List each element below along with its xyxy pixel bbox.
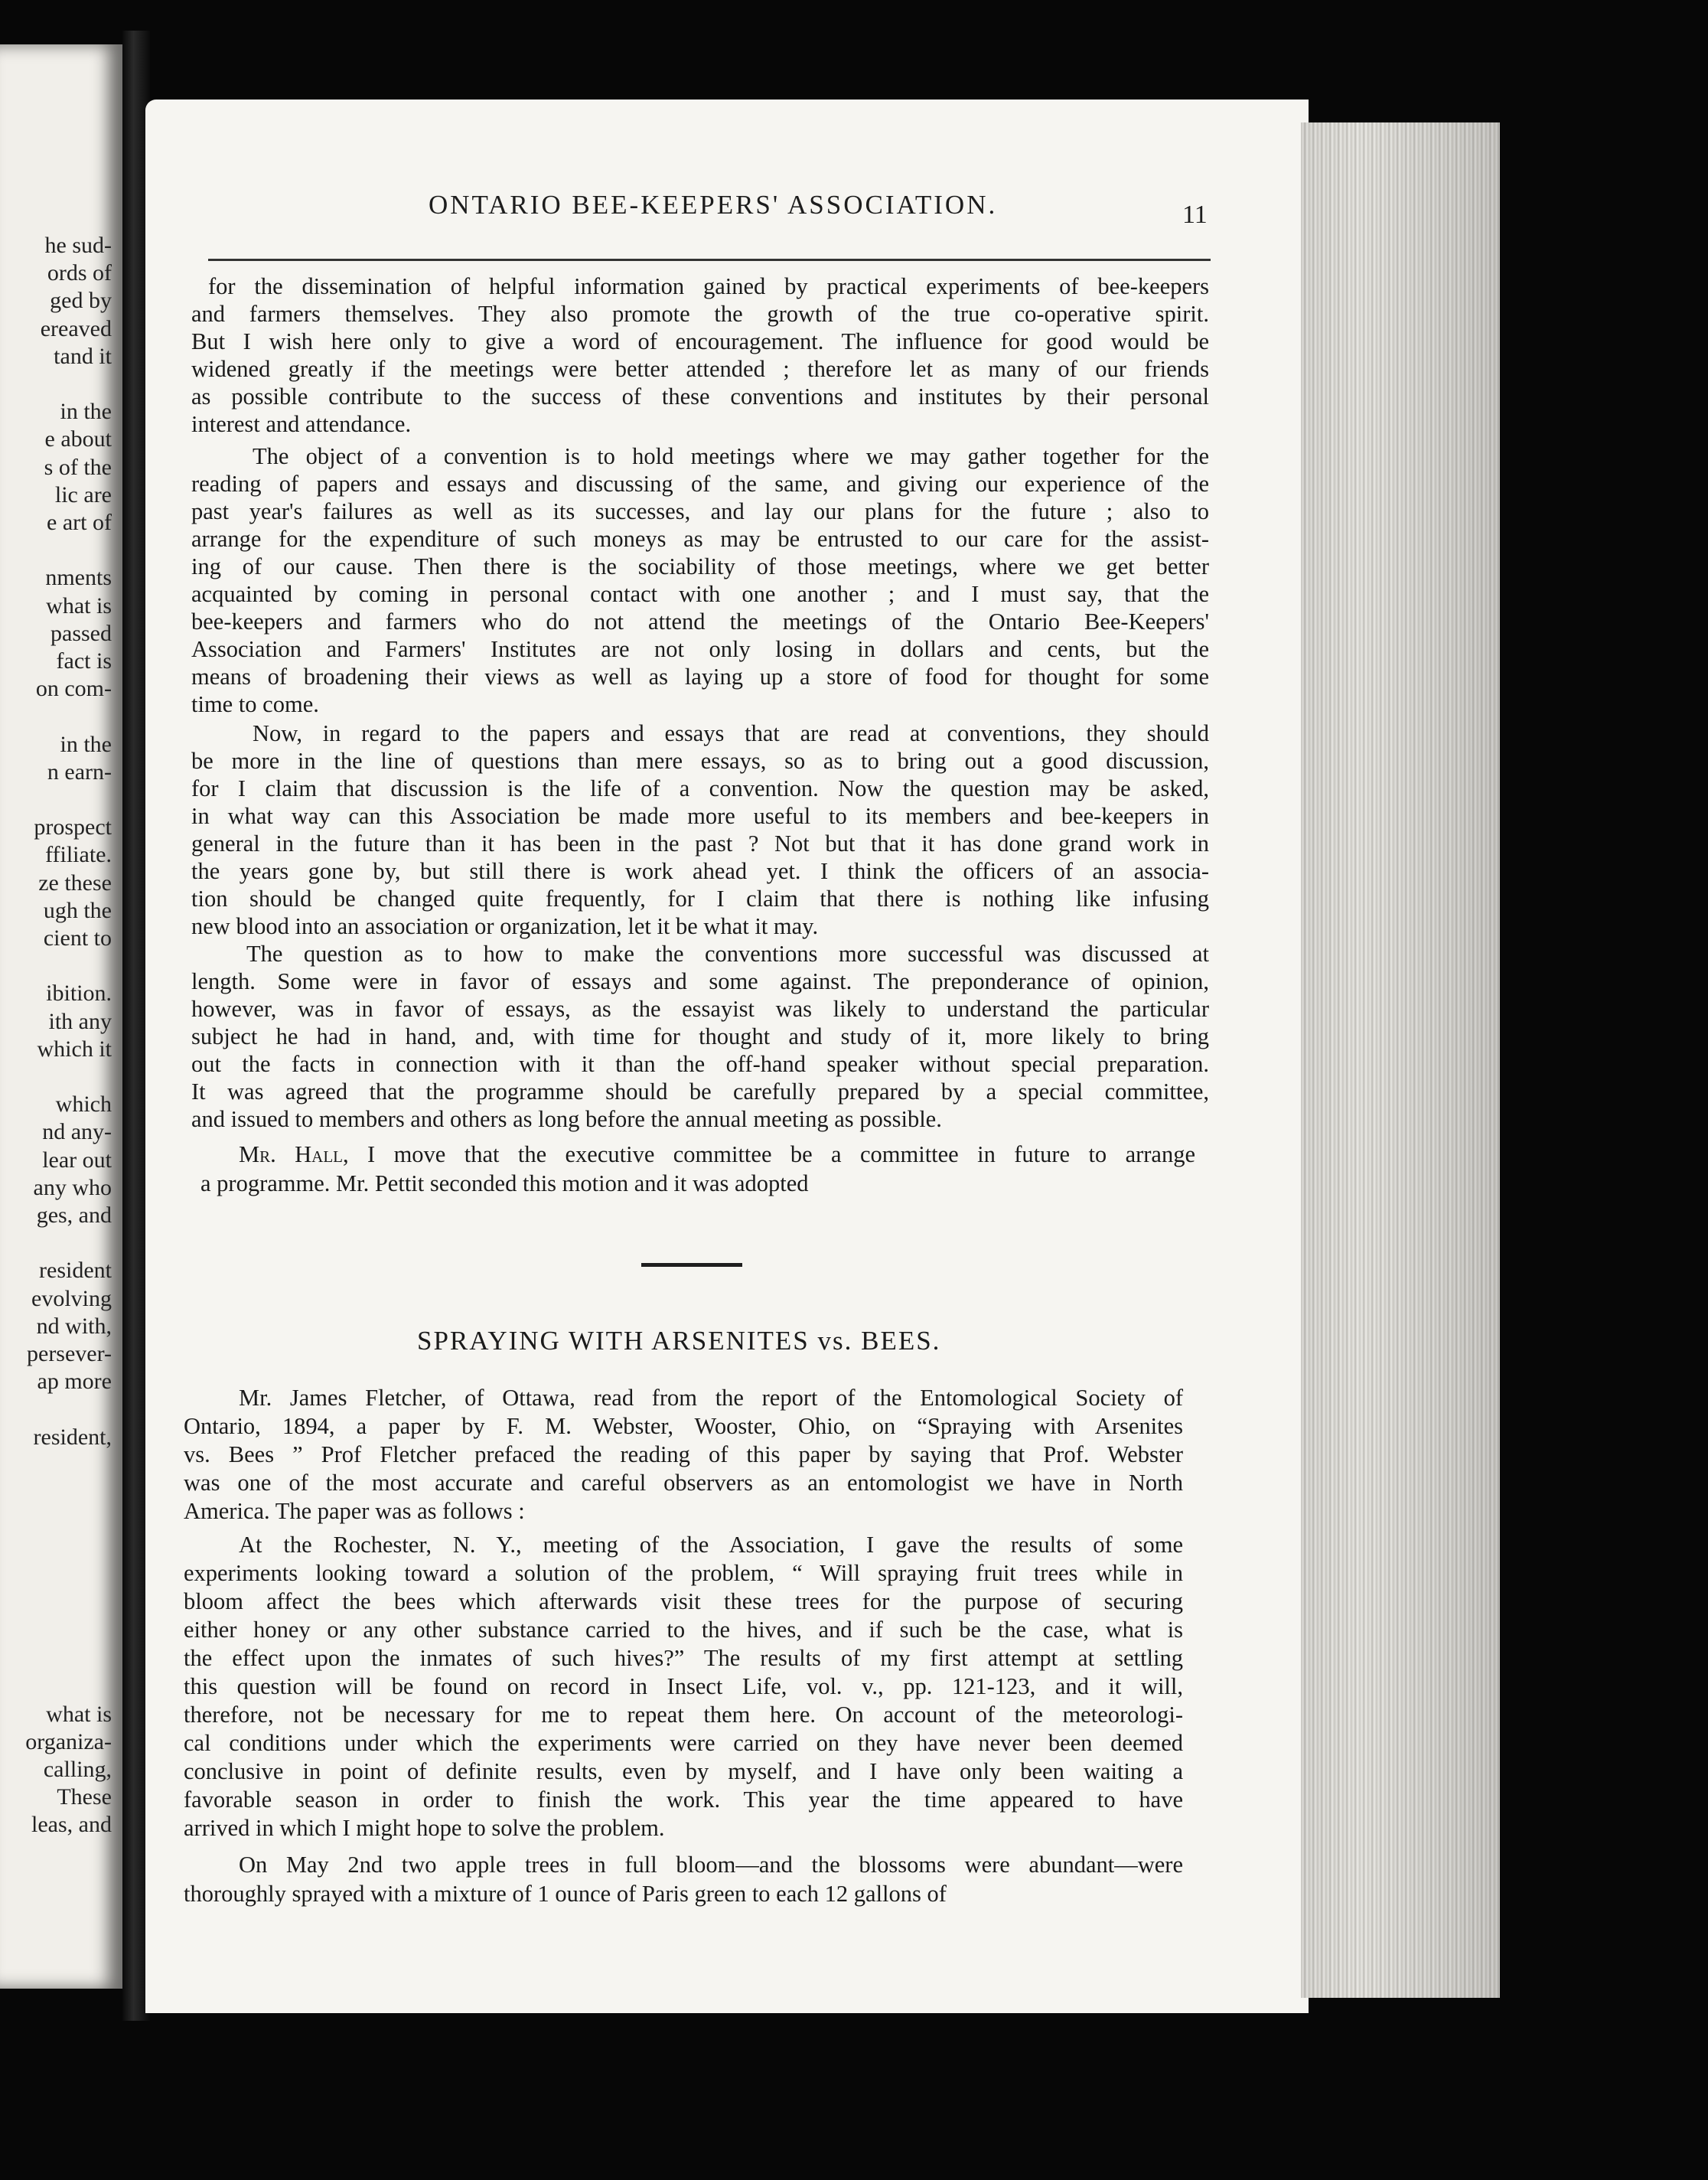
text-line: the effect upon the inmates of such hives?” The results of my first attempt at settling xyxy=(184,1645,1183,1671)
left-page-line: ffiliate. xyxy=(45,842,112,868)
left-page-line: cient to xyxy=(43,925,112,951)
text-line: for the dissemination of helpful information gained by practical experiments of bee-keepers xyxy=(208,273,1209,299)
left-page-line: prospect xyxy=(34,814,112,840)
text-line: thoroughly sprayed with a mixture of 1 ounce of Paris green to each 12 gallons of xyxy=(184,1881,947,1907)
text-line: conclusive in point of definite results, even by myself, and I have only been waiting a xyxy=(184,1758,1183,1784)
text-line: widened greatly if the meetings were better attended ; therefore let as many of our friends xyxy=(191,356,1209,382)
text-line: arrived in which I might hope to solve the problem. xyxy=(184,1815,665,1841)
left-page-line: nments xyxy=(45,565,112,591)
text-line: Mr. James Fletcher, of Ottawa, read from the report of the Entomological Society of xyxy=(239,1385,1183,1411)
text-line: therefore, not be necessary for me to repeat them here. On account of the meteorologi- xyxy=(184,1702,1183,1728)
text-line: America. The paper was as follows : xyxy=(184,1498,525,1524)
motion-line-2: a programme. Mr. Pettit seconded this motion and it was adopted xyxy=(200,1170,809,1196)
text-line: interest and attendance. xyxy=(191,411,412,437)
text-line: Ontario, 1894, a paper by F. M. Webster, Wooster, Ohio, on “Spraying with Arsenites xyxy=(184,1413,1183,1439)
page-edges-shade xyxy=(1301,122,1500,1998)
text-line: The question as to how to make the conventions more successful was discussed at xyxy=(246,941,1209,967)
text-line: for I claim that discussion is the life of a convention. Now the question may be asked, xyxy=(191,775,1209,801)
left-page-line: in the xyxy=(60,731,112,757)
left-page-line: nd any- xyxy=(42,1119,112,1145)
left-page-line: ereaved xyxy=(40,315,112,341)
left-page-line: ords of xyxy=(47,260,112,286)
left-page-line: what is xyxy=(46,592,112,618)
left-page-line: lear out xyxy=(42,1147,112,1173)
text-line: this question will be found on record in Insect Life, vol. v., pp. 121-123, and it will, xyxy=(184,1673,1183,1699)
text-line: bee-keepers and farmers who do not attend the meetings of the Ontario Bee-Keepers' xyxy=(191,609,1209,635)
left-page-line: ugh the xyxy=(43,897,112,923)
left-page-line: ibition. xyxy=(46,981,112,1007)
left-page-line: s of the xyxy=(44,454,112,480)
text-line: ing of our cause. Then there is the sociability of those meetings, where we get better xyxy=(191,553,1209,579)
motion-text: I move that the executive committee be a committee in future to arrange xyxy=(348,1141,1195,1167)
text-line: On May 2nd two apple trees in full bloom—and the blossoms were abundant—were xyxy=(239,1852,1183,1878)
text-line: vs. Bees ” Prof Fletcher prefaced the reading of this paper by saying that Prof. Webster xyxy=(184,1441,1183,1467)
text-line: It was agreed that the programme should be carefully prepared by a special committee, xyxy=(191,1079,1209,1105)
left-page-line: ith any xyxy=(48,1008,112,1034)
text-line: subject he had in hand, and, with time for thought and study of it, more likely to bring xyxy=(191,1023,1209,1049)
left-page-line: any who xyxy=(33,1174,112,1200)
text-line: the years gone by, but still there is work ahead yet. I think the officers of an associa- xyxy=(191,858,1209,884)
left-page-line: evolving xyxy=(31,1285,112,1311)
left-page-line: on com- xyxy=(35,676,112,702)
text-line: time to come. xyxy=(191,691,319,717)
text-line: At the Rochester, N. Y., meeting of the Association, I gave the results of some xyxy=(239,1532,1183,1558)
text-line: experiments looking toward a solution of the problem, “ Will spraying fruit trees while in xyxy=(184,1560,1183,1586)
left-page-line: e art of xyxy=(47,510,112,535)
page-number: 11 xyxy=(1182,201,1208,229)
text-line: and issued to members and others as long before the annual meeting as possible. xyxy=(191,1106,942,1132)
text-line: arrange for the expenditure of such moneys as may be entrusted to our care for the assist- xyxy=(191,526,1209,552)
running-head: ONTARIO BEE-KEEPERS' ASSOCIATION. xyxy=(429,190,998,220)
text-line: as possible contribute to the success of these conventions and institutes by their personal xyxy=(191,383,1209,410)
header-rule xyxy=(208,259,1211,261)
text-line: Association and Farmers' Institutes are not only losing in dollars and cents, but the xyxy=(191,636,1209,662)
left-page-line: which it xyxy=(37,1036,112,1062)
text-line: out the facts in connection with it than the off-hand speaker without special preparation. xyxy=(191,1051,1209,1077)
text-line: however, was in favor of essays, as the essayist was likely to understand the particular xyxy=(191,996,1209,1022)
left-page-line: resident, xyxy=(33,1424,112,1450)
left-page-line: e about xyxy=(44,426,112,452)
left-page-line: passed xyxy=(51,620,112,646)
motion-line-1 xyxy=(239,1141,1195,1168)
text-line: general in the future than it has been in the past ? Not but that it has done grand work in xyxy=(191,831,1209,857)
left-page-line: ap more xyxy=(37,1369,112,1395)
text-line: was one of the most accurate and careful observers as an entomologist we have in North xyxy=(184,1470,1183,1496)
left-page-line: in the xyxy=(60,399,112,425)
left-page-line: resident xyxy=(39,1258,112,1284)
text-line: length. Some were in favor of essays and some against. The preponderance of opinion, xyxy=(191,968,1209,994)
text-line: cal conditions under which the experiments were carried on they have never been deemed xyxy=(184,1730,1183,1756)
text-line: tion should be changed quite frequently, for I claim that there is nothing like infusing xyxy=(191,886,1209,912)
text-line: in what way can this Association be made more useful to its members and bee-keepers in xyxy=(191,803,1209,829)
left-page-line: organiza- xyxy=(25,1728,112,1754)
section-divider xyxy=(641,1263,742,1267)
left-page-line: nd with, xyxy=(36,1313,112,1339)
speaker-name: Mr. Hall, xyxy=(239,1141,349,1167)
text-line: The object of a convention is to hold meetings where we may gather together for the xyxy=(253,443,1209,469)
text-line: favorable season in order to finish the work. This year the time appeared to have xyxy=(184,1787,1183,1813)
text-line: and farmers themselves. They also promote the growth of the true co-operative spirit. xyxy=(191,301,1209,327)
text-line: either honey or any other substance carried to the hives, and if such be the case, what is xyxy=(184,1617,1183,1643)
left-page-line: lic are xyxy=(54,481,112,507)
text-line: past year's failures as well as its successes, and lay our plans for the future ; also to xyxy=(191,498,1209,524)
left-page-line: These xyxy=(57,1784,112,1810)
left-page-sliver xyxy=(0,44,122,1989)
left-page-line: persever- xyxy=(27,1341,112,1366)
left-page-line: ged by xyxy=(50,288,112,314)
text-line: bloom affect the bees which afterwards visit these trees for the purpose of securing xyxy=(184,1588,1183,1614)
text-line: new blood into an association or organization, let it be what it may. xyxy=(191,913,819,939)
text-line: But I wish here only to give a word of encouragement. The influence for good would be xyxy=(191,328,1209,354)
left-page-line: n earn- xyxy=(47,759,112,785)
left-page-line: ges, and xyxy=(36,1203,112,1228)
section-title: SPRAYING WITH ARSENITES vs. BEES. xyxy=(417,1326,941,1356)
left-page-line: leas, and xyxy=(31,1812,112,1838)
text-line: means of broadening their views as well as laying up a store of food for thought for some xyxy=(191,664,1209,690)
left-page-line: calling, xyxy=(43,1757,112,1782)
left-page-line: ze these xyxy=(38,870,112,896)
left-page-line: fact is xyxy=(56,648,112,674)
text-line: be more in the line of questions than mere essays, so as to bring out a good discussion, xyxy=(191,748,1209,774)
left-page-line: tand it xyxy=(54,343,112,369)
left-page-line: which xyxy=(55,1092,112,1118)
left-page-line: what is xyxy=(46,1701,112,1727)
text-line: reading of papers and essays and discussing of the same, and giving our experience of the xyxy=(191,471,1209,497)
text-line: acquainted by coming in personal contact with one another ; and I must say, that the xyxy=(191,581,1209,607)
text-line: Now, in regard to the papers and essays that are read at conventions, they should xyxy=(253,720,1209,746)
left-page-line: he sud- xyxy=(44,233,112,258)
